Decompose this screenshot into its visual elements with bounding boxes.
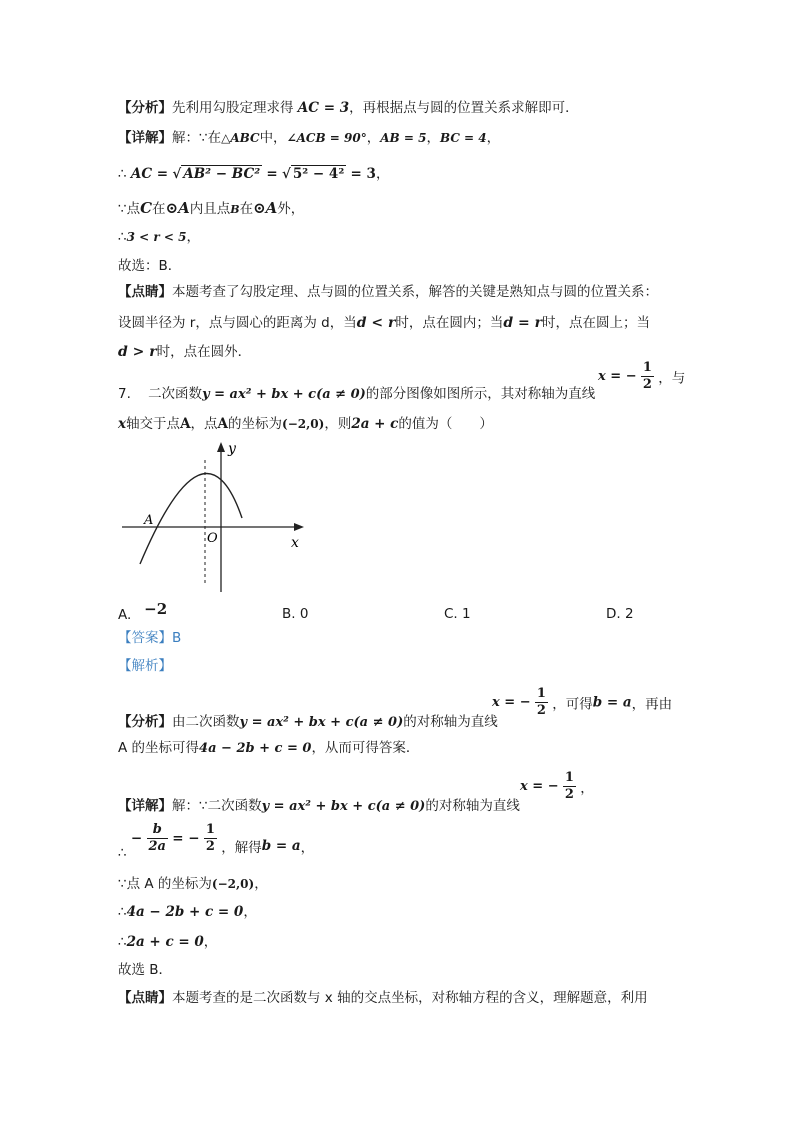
detail-line-1: [118, 128, 500, 148]
text: 的部分图像如图所示，其对称轴为直线: [365, 386, 596, 402]
tail: ，: [375, 166, 390, 182]
frac-den-2a: 2a: [148, 839, 166, 854]
math-d-gt-r: d > r: [118, 344, 157, 360]
math-triangle: △ABC: [221, 131, 260, 145]
solution-tag: 【解析】: [118, 658, 172, 674]
axis-den: 2: [642, 377, 652, 392]
math-circle-a: ⊙A: [165, 199, 190, 217]
math-function: y = ax² + bx + c(a ≠ 0): [202, 387, 366, 402]
option-a[interactable]: [118, 600, 168, 625]
math-lhs: AC =: [130, 166, 169, 182]
tail: ，: [243, 904, 257, 920]
math-a: A: [217, 416, 229, 432]
detail-tag: 【详解】: [118, 798, 172, 814]
sep: ，: [366, 130, 381, 146]
text: 时，点在圆外．: [156, 344, 252, 360]
text: 的值为（ ）: [398, 416, 493, 432]
math-x: x: [118, 416, 127, 432]
text: A 的坐标可得: [118, 740, 200, 756]
analysis-text: 先利用勾股定理求得: [172, 100, 294, 116]
detail-text-b: 中，: [259, 130, 287, 146]
axis-equation-q7: [598, 360, 685, 393]
text: 二次函数: [148, 386, 203, 402]
detail-2-line-1: [118, 796, 520, 817]
comment-text: 本题考查了勾股定理、点与圆的位置关系，解答的关键是熟知点与圆的位置关系：: [172, 284, 658, 300]
axis-num: 1: [536, 686, 546, 701]
since-points-line: [118, 198, 304, 220]
text: ，解得: [221, 839, 262, 856]
math-circle-a-2: ⊙A: [253, 199, 278, 217]
y-axis-arrow: [217, 442, 225, 452]
math-coord: (−2,0): [211, 877, 255, 891]
math-c: C: [140, 199, 153, 217]
therefore-symbol: ∴: [118, 904, 127, 920]
parabola-curve: [140, 473, 242, 564]
ac-calculation: ∴ AC = √ AB² − BC² = √ 5² − 4² = 3，: [118, 166, 390, 182]
text: ∵点: [118, 201, 141, 217]
text: 时，点在圆上；当: [542, 315, 651, 331]
comment-1-line-2: [118, 313, 650, 333]
comment-tag: 【点睛】: [118, 284, 172, 300]
eq-4a-line: [118, 902, 257, 922]
math-coord: (−2,0): [282, 417, 325, 431]
frac-num-b: b: [147, 822, 168, 839]
eq: = −: [172, 830, 200, 847]
tail: ，: [203, 934, 218, 950]
math-a: A: [180, 416, 191, 432]
text: ∵点 A 的坐标为: [118, 876, 212, 892]
math-b: B: [230, 203, 240, 216]
option-b[interactable]: B. 0: [282, 606, 309, 622]
text: 内且点: [189, 201, 231, 217]
eq-2a-line: [118, 932, 217, 952]
solve-b-line: [118, 822, 315, 861]
tail: ，: [300, 839, 315, 856]
math-eq: =: [266, 166, 278, 182]
axis-equation-a2: [492, 686, 672, 719]
text: 解：∵二次函数: [172, 798, 262, 814]
frac-num-1: 1: [205, 822, 215, 837]
question-7-line-2: [118, 414, 493, 434]
analysis-text-b: ，再根据点与圆的位置关系求解即可．: [349, 100, 579, 116]
text: 外，: [277, 201, 305, 217]
tail: ，: [254, 876, 268, 892]
text: 的对称轴为直线: [403, 714, 498, 730]
question-number: 7.: [118, 386, 131, 402]
question-7-line-1: [118, 384, 595, 405]
math-b-eq-a: b = a: [592, 694, 632, 711]
therefore-symbol: ∴: [118, 229, 127, 245]
radicand-2: 5² − 4²: [292, 166, 345, 182]
math-function: y = ax² + bx + c(a ≠ 0): [261, 799, 426, 814]
comment-text: 本题考查的是二次函数与 x 轴的交点坐标，对称轴方程的含义，理解题意，利用: [172, 990, 648, 1006]
text: ，点: [190, 416, 218, 432]
text: 的对称轴为直线: [425, 798, 520, 814]
option-a-value: −2: [144, 600, 168, 618]
text: 由二次函数: [172, 714, 240, 730]
detail-text-a: 解：∵在: [172, 130, 222, 146]
axis-num: 1: [642, 360, 652, 375]
math-bc: BC = 4: [439, 131, 487, 145]
x-axis-arrow: [294, 523, 304, 531]
axis-equation-d2: [520, 770, 594, 803]
parabola-graph: [118, 436, 318, 596]
label-origin: O: [207, 531, 218, 546]
point-a-line: [118, 874, 268, 894]
text: ，与: [658, 370, 686, 387]
option-a-label: A.: [118, 607, 132, 623]
text: 在: [239, 201, 254, 217]
analysis-2-line-2: [118, 738, 419, 759]
math-range: 3 < r < 5: [126, 230, 187, 244]
math-equation: 2a + c = 0: [126, 934, 204, 950]
text: 的坐标为: [228, 416, 283, 432]
axis-den: 2: [564, 787, 574, 802]
neg: −: [130, 830, 143, 847]
math-angle: ∠ACB = 90°: [286, 131, 367, 145]
math-equation: 4a − 2b + c = 0: [126, 904, 244, 920]
text: ，则: [324, 416, 352, 432]
choose-2: 故选 B．: [118, 962, 173, 978]
analysis-tag: 【分析】: [118, 714, 172, 730]
label-a: A: [144, 513, 154, 528]
text: ，可得: [552, 696, 593, 713]
text: ，从而可得答案．: [311, 740, 420, 756]
text: 在: [152, 201, 166, 217]
sep: ，: [486, 130, 501, 146]
comment-2: [118, 988, 648, 1008]
math-ab: AB = 5: [380, 131, 427, 145]
comment-1-line-3: [118, 342, 251, 362]
math-b-eq-a: b = a: [261, 837, 301, 854]
tail: ，: [186, 229, 200, 245]
text: 轴交于点: [126, 416, 181, 432]
analysis-line-1: [118, 98, 579, 118]
math-equation: 4a − 2b + c = 0: [199, 741, 312, 756]
choose-1: 故选：B．: [118, 258, 182, 274]
math-expr: 2a + c: [351, 416, 399, 432]
answer-label: 【答案】B: [118, 630, 182, 646]
sep: ，: [426, 130, 440, 146]
math-d-lt-r: d < r: [356, 315, 396, 331]
comment-tag: 【点睛】: [118, 990, 172, 1006]
text: 设圆半径为 r，点与圆心的距离为 d，当: [118, 315, 357, 331]
math-result: = 3: [350, 166, 376, 182]
therefore-symbol: ∴: [118, 166, 127, 182]
therefore-symbol: ∴: [118, 934, 127, 950]
analysis-tag: 【分析】: [118, 100, 172, 116]
math-d-eq-r: d = r: [503, 315, 543, 331]
axis-lhs: x = −: [520, 779, 559, 794]
math-ac: AC = 3: [297, 100, 350, 116]
option-c[interactable]: C. 1: [444, 606, 471, 622]
axis-num: 1: [564, 770, 574, 785]
text: ，再由: [631, 696, 673, 713]
option-d[interactable]: D. 2: [606, 606, 634, 622]
label-y: y: [228, 441, 236, 457]
tail: ，: [580, 780, 594, 797]
math-function: y = ax² + bx + c(a ≠ 0): [239, 715, 404, 730]
range-line: [118, 227, 200, 247]
axis-lhs: x = −: [492, 695, 531, 710]
text: 时，点在圆内；当: [395, 315, 504, 331]
comment-1-line-1: [118, 282, 658, 302]
therefore-symbol: ∴: [118, 844, 127, 861]
label-x: x: [291, 535, 299, 551]
detail-tag: 【详解】: [118, 130, 172, 146]
radicand-1: AB² − BC²: [183, 166, 261, 182]
axis-den: 2: [536, 703, 546, 718]
axis-lhs: x = −: [598, 369, 637, 384]
analysis-2-line-1: [118, 712, 498, 733]
frac-den-2: 2: [205, 839, 215, 854]
